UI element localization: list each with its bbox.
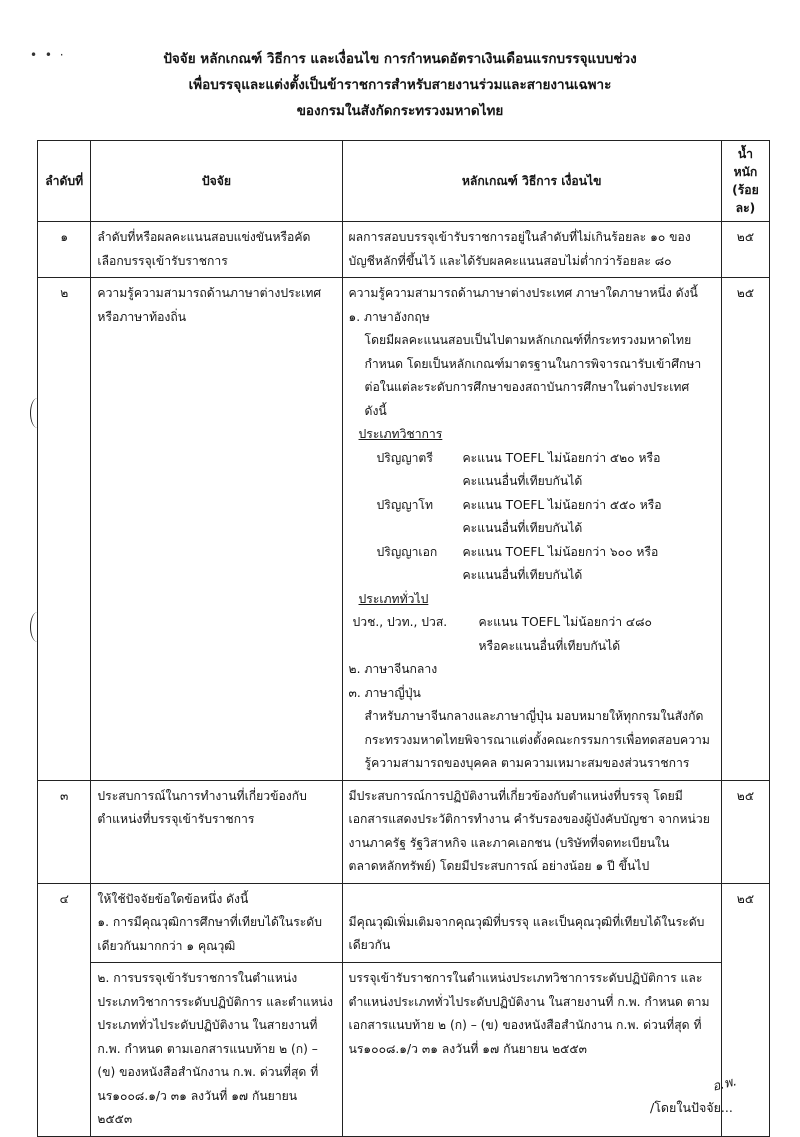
row4-sub2-factor: ๒. การบรรจุเข้ารับราชการในตำแหน่งประเภทวิชาการระดับปฏิบัติการ และตำแหน่งประเภททั่วไประดับปฏิบัติงาน ในสายงานที่ ก.พ. กำหนด ตามเอกสารแนบท้าย ๒ (ก) – (ข) ของหนังสือสำนักงาน ก.พ. ด่วนที่สุด ที่ นร๑๐๐๘.๑/ว ๓๑ ลงวันที่ ๑๗ กันยายน ๒๕๕๓ (91, 963, 342, 1137)
row2-criteria (342, 278, 721, 781)
english-heading: ๑. ภาษาอังกฤษ (348, 309, 430, 324)
table-row-3 (38, 780, 770, 883)
degree-bachelor (349, 447, 715, 494)
title-line-3: ของกรมในสังกัดกระทรวงมหาดไทย (296, 103, 504, 119)
row2-no: ๒ (38, 278, 91, 781)
degree-alt: คะแนนอื่นที่เทียบกันได้ (462, 568, 583, 582)
row4-sub1-text: ๑. การมีคุณวุฒิการศึกษาที่เทียบได้ในระดับเดียวกันมากกว่า ๑ คุณวุฒิ (97, 915, 322, 953)
general-score: คะแนน TOEFL ไม่น้อยกว่า ๔๘๐ (478, 615, 652, 629)
row1-weight: ๒๕ (721, 222, 769, 278)
corner-marks: • • · (30, 48, 66, 62)
degree-name: ปริญญาเอก (376, 544, 438, 559)
row3-no: ๓ (38, 780, 91, 883)
chinese-heading: ๒. ภาษาจีนกลาง (348, 662, 438, 676)
general-heading: ประเภททั่วไป (358, 591, 429, 606)
academic-heading: ประเภทวิชาการ (358, 427, 443, 441)
row4-sub1-criteria: มีคุณวุฒิเพิ่มเติมจากคุณวุฒิที่บรรจุ และเป็นคุณวุฒิที่เทียบได้ในระดับเดียวกัน (342, 883, 721, 963)
handwritten-initials: อ.พ. (710, 1074, 739, 1095)
title-line-1: ปัจจัย หลักเกณฑ์ วิธีการ และเงื่อนไข การกำหนดอัตราเงินเดือนแรกบรรจุแบบช่วง (163, 51, 637, 67)
degree-name: ปริญญาโท (376, 497, 434, 512)
row4-weight: ๒๕ (721, 883, 769, 1136)
row4-sub2-criteria: บรรจุเข้ารับราชการในตำแหน่งประเภทวิชาการระดับปฏิบัติการ และตำแหน่งประเภททั่วไประดับปฏิบัติงาน ในสายงานที่ ก.พ. กำหนด ตามเอกสารแนบท้าย ๒ (ก) – (ข) ของหนังสือสำนักงาน ก.พ. ด่วนที่สุด ที่ นร๑๐๐๘.๑/ว ๓๑ ลงวันที่ ๑๗ กันยายน ๒๕๕๓ (342, 963, 721, 1137)
table-header-row (38, 141, 770, 222)
table-row-1 (38, 222, 770, 278)
document-title (0, 46, 800, 124)
row2-weight: ๒๕ (721, 278, 769, 781)
degree-alt: คะแนนอื่นที่เทียบกันได้ (462, 474, 583, 488)
continuation-note: /โดยในปัจจัย... (650, 1100, 733, 1115)
row4-factor-heading: ให้ใช้ปัจจัยข้อใดข้อหนึ่ง ดังนี้ (97, 891, 249, 906)
japanese-heading: ๓. ภาษาญี่ปุ่น (348, 685, 421, 700)
row1-criteria: ผลการสอบบรรจุเข้ารับราชการอยู่ในลำดับที่ไม่เกินร้อยละ ๑๐ ของบัญชีหลักที่ขึ้นไว้ และได้รับผลคะแนนสอบไม่ต่ำกว่าร้อยละ ๘๐ (342, 222, 721, 278)
table-row-2 (38, 278, 770, 781)
header-weight: น้ำหนัก (ร้อยละ) (721, 141, 769, 222)
header-factor: ปัจจัย (91, 141, 342, 222)
row4-no: ๔ (38, 883, 91, 1136)
cj-text: สำหรับภาษาจีนกลางและภาษาญี่ปุ่น มอบหมายให้ทุกกรมในสังกัดกระทรวงมหาดไทยพิจารณาแต่งตั้งคณะกรรมการเพื่อทดสอบความรู้ความสามารถของบุคคล ตามความเหมาะสมของส่วนราชการ (364, 709, 710, 770)
header-no: ลำดับที่ (38, 141, 91, 222)
general-name: ปวช., ปวท., ปวส. (352, 615, 448, 629)
criteria-table (37, 140, 770, 1137)
degree-score: คะแนน TOEFL ไม่น้อยกว่า ๕๒๐ หรือ (462, 450, 661, 465)
degree-score: คะแนน TOEFL ไม่น้อยกว่า ๕๕๐ หรือ (462, 497, 662, 512)
row3-factor: ประสบการณ์ในการทำงานที่เกี่ยวข้องกับตำแหน่งที่บรรจุเข้ารับราชการ (91, 780, 342, 883)
english-text: โดยมีผลคะแนนสอบเป็นไปตามหลักเกณฑ์ที่กระทรวงมหาดไทยกำหนด โดยเป็นหลักเกณฑ์มาตรฐานในการพิจารณารับเข้าศึกษาต่อในแต่ละระดับการศึกษาของสถาบันการศึกษาในต่างประเทศ ดังนี้ (364, 333, 702, 418)
degree-doctorate (349, 541, 715, 588)
row2-intro: ความรู้ความสามารถด้านภาษาต่างประเทศ ภาษาใดภาษาหนึ่ง ดังนี้ (348, 286, 698, 300)
general-requirement (349, 611, 715, 658)
row2-factor: ความรู้ความสามารถด้านภาษาต่างประเทศหรือภาษาท้องถิ่น (91, 278, 342, 781)
header-criteria: หลักเกณฑ์ วิธีการ เงื่อนไข (342, 141, 721, 222)
degree-master (349, 494, 715, 541)
row1-factor: ลำดับที่หรือผลคะแนนสอบแข่งขันหรือคัดเลือกบรรจุเข้ารับราชการ (91, 222, 342, 278)
general-alt: หรือคะแนนอื่นที่เทียบกันได้ (478, 638, 621, 653)
table-row-4a (38, 883, 770, 963)
row1-no: ๑ (38, 222, 91, 278)
row4-sub1-factor (91, 883, 342, 963)
row3-criteria: มีประสบการณ์การปฏิบัติงานที่เกี่ยวข้องกับตำแหน่งที่บรรจุ โดยมีเอกสารแสดงประวัติการทำงาน คำรับรองของผู้บังคับบัญชา จากหน่วยงานภาครัฐ รัฐวิสาหกิจ และภาคเอกชน (บริษัทที่จดทะเบียนในตลาดหลักทรัพย์) โดยมีประสบการณ์ อย่างน้อย ๑ ปี ขึ้นไป (342, 780, 721, 883)
degree-name: ปริญญาตรี (376, 450, 433, 465)
row3-weight: ๒๕ (721, 780, 769, 883)
title-line-2: เพื่อบรรจุและแต่งตั้งเป็นข้าราชการสำหรับสายงานร่วมและสายงานเฉพาะ (188, 77, 612, 93)
degree-alt: คะแนนอื่นที่เทียบกันได้ (462, 521, 583, 535)
degree-score: คะแนน TOEFL ไม่น้อยกว่า ๖๐๐ หรือ (462, 544, 659, 559)
